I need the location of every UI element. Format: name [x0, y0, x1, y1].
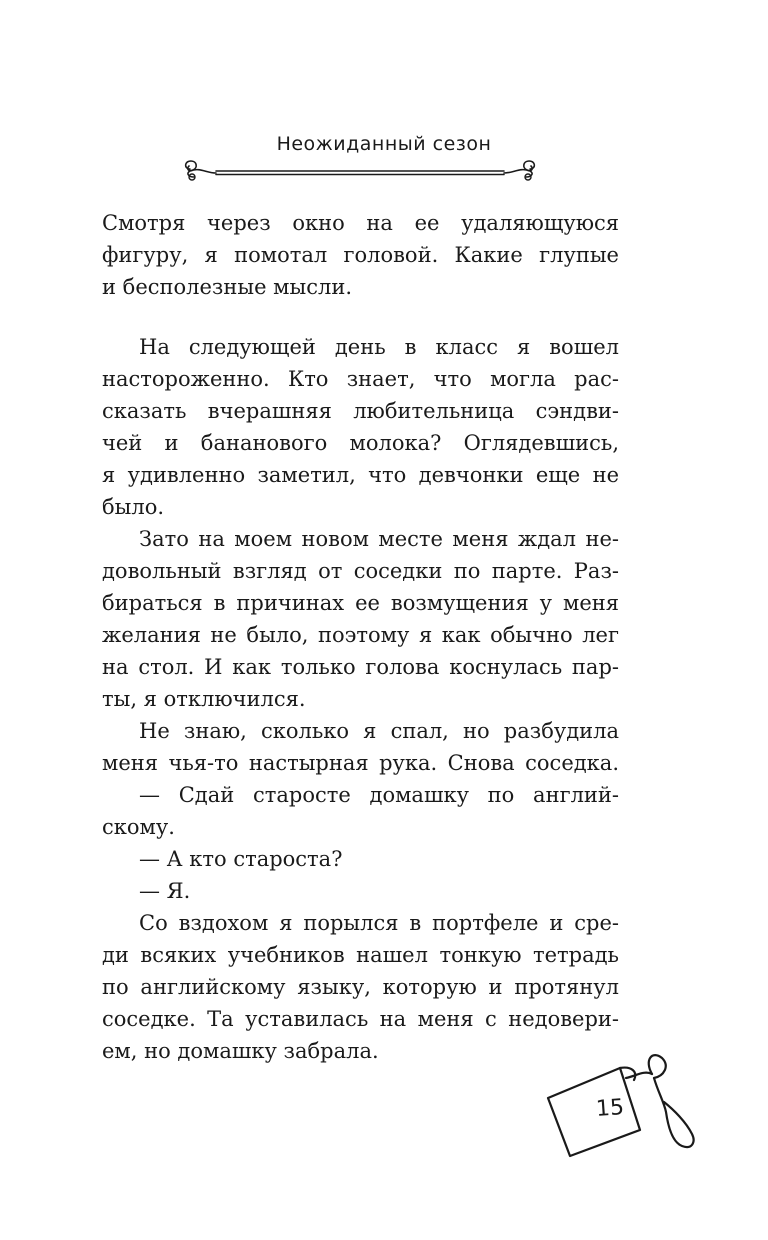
- text-line: настороженно. Кто знает, что могла рас-: [102, 367, 619, 391]
- name-tag-icon: [540, 1052, 720, 1172]
- text-line: бираться в причинах ее возмущения у меня: [102, 591, 619, 615]
- text-line: фигуру, я помотал головой. Какие глупые: [102, 243, 619, 267]
- running-head: Неожиданный сезон: [276, 133, 492, 155]
- text-line: желания не было, поэтому я как обычно лег: [102, 623, 619, 647]
- main-text: [102, 331, 619, 1067]
- text-line: довольный взгляд от соседки по парте. Раз-: [102, 559, 619, 583]
- text-line: чей и бананового молока? Оглядевшись,: [102, 431, 619, 455]
- text-line: соседке. Та уставилась на меня с недовери-: [102, 1007, 619, 1031]
- text-line: и бесполезные мысли.: [102, 275, 353, 299]
- text-line: Со вздохом я порылся в портфеле и сре-: [139, 911, 619, 935]
- text-line: Смотря через окно на ее удаляющуюся: [102, 211, 619, 235]
- text-line: На следующей день в класс я вошел: [139, 335, 619, 359]
- text-line: было.: [102, 495, 165, 519]
- paragraph-window: [102, 207, 619, 303]
- text-line: ты, я отключился.: [102, 687, 306, 711]
- dialogue-line: — А кто староста?: [139, 847, 343, 871]
- text-line: скому.: [102, 815, 175, 839]
- text-line: ем, но домашку забрала.: [102, 1039, 379, 1063]
- text-line: на стол. И как только голова коснулась пар-: [102, 655, 619, 679]
- dialogue-line: — Я.: [139, 879, 191, 903]
- text-line: я удивленно заметил, что девчонки еще не: [102, 463, 619, 487]
- text-line: Зато на моем новом месте меня ждал не-: [139, 527, 619, 551]
- header-ornament-divider: [180, 155, 540, 185]
- text-line: Не знаю, сколько я спал, но разбудила: [139, 719, 619, 743]
- text-line: по английскому языку, которую и протянул: [102, 975, 619, 999]
- dialogue-line: — Сдай старосте домашку по англий-: [139, 783, 619, 807]
- text-line: меня чья-то настырная рука. Снова соседка.: [102, 751, 619, 775]
- text-line: ди всяких учебников нашел тонкую тетрадь: [102, 943, 619, 967]
- page-number: 15: [595, 1095, 625, 1122]
- text-line: сказать вчерашняя любительница сэндви-: [102, 399, 619, 423]
